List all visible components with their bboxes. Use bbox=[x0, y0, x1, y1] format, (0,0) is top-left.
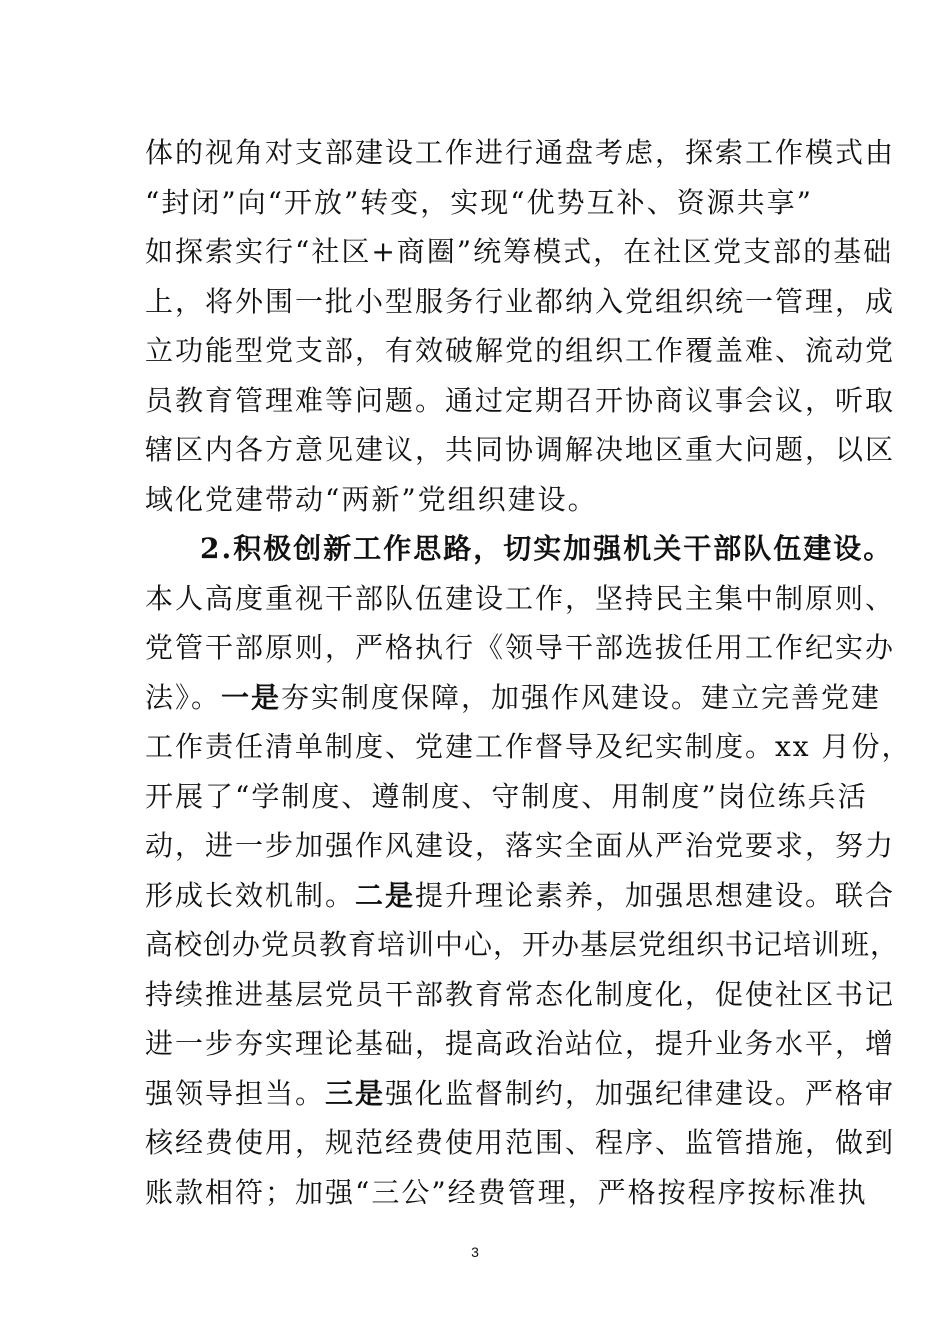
text-line bbox=[145, 877, 896, 914]
emphasis-marker: 二是 bbox=[355, 879, 416, 912]
section-heading: 2.积极创新工作思路，切实加强机关干部队伍建设。 bbox=[200, 532, 894, 565]
text-line: 持续推进基层党员干部教育常态化制度化，促使社区书记 bbox=[145, 978, 896, 1011]
text-line: 账款相符；加强“三公”经费管理，严格按程序按标准执 bbox=[145, 1176, 868, 1209]
text-segment: 强化监督制约，加强纪律建设。严格审 bbox=[385, 1077, 896, 1110]
text-line: 体的视角对支部建设工作进行通盘考虑，探索工作模式由 bbox=[145, 136, 896, 169]
text-line: 高校创办党员教育培训中心，开办基层党组织书记培训班， bbox=[145, 928, 900, 961]
text-segment: 法》。 bbox=[145, 681, 222, 714]
emphasis-marker: 三是 bbox=[325, 1077, 386, 1110]
emphasis-marker: 一是 bbox=[221, 681, 282, 714]
text-line: 开展了“学制度、遵制度、守制度、用制度”岗位练兵活 bbox=[145, 780, 868, 813]
text-line: 上，将外围一批小型服务行业都纳入党组织统一管理，成 bbox=[145, 285, 896, 318]
text-line: 工作责任清单制度、党建工作督导及纪实制度。xx 月份， bbox=[145, 730, 912, 763]
text-segment: 形成长效机制。 bbox=[145, 879, 356, 912]
page-number: 3 bbox=[471, 1244, 479, 1260]
text-line: 本人高度重视干部队伍建设工作，坚持民主集中制原则、 bbox=[145, 582, 896, 615]
text-line: 辖区内各方意见建议，共同协调解决地区重大问题，以区 bbox=[145, 433, 896, 466]
text-segment: 夯实制度保障，加强作风建设。建立完善党建 bbox=[281, 681, 882, 714]
text-line: 域化党建带动“两新”党组织建设。 bbox=[145, 483, 598, 516]
text-line bbox=[145, 1075, 896, 1112]
text-line: 员教育管理难等问题。通过定期召开协商议事会议，听取 bbox=[145, 384, 896, 417]
text-line: “封闭”向“开放”转变，实现“优势互补、资源共享” bbox=[145, 186, 813, 219]
text-segment: 提升理论素养，加强思想建设。联合 bbox=[415, 879, 896, 912]
text-line: 核经费使用，规范经费使用范围、程序、监管措施，做到 bbox=[145, 1126, 896, 1159]
text-segment: 强领导担当。 bbox=[145, 1077, 326, 1110]
text-line bbox=[145, 679, 882, 716]
text-line: 动，进一步加强作风建设，落实全面从严治党要求，努力 bbox=[145, 829, 896, 862]
text-line: 如探索实行“社区+商圈”统筹模式，在社区党支部的基础 bbox=[145, 235, 894, 268]
text-line: 立功能型党支部，有效破解党的组织工作覆盖难、流动党 bbox=[145, 334, 896, 367]
text-line: 进一步夯实理论基础，提高政治站位，提升业务水平，增 bbox=[145, 1027, 896, 1060]
text-line: 党管干部原则，严格执行《领导干部选拔任用工作纪实办 bbox=[145, 631, 896, 664]
